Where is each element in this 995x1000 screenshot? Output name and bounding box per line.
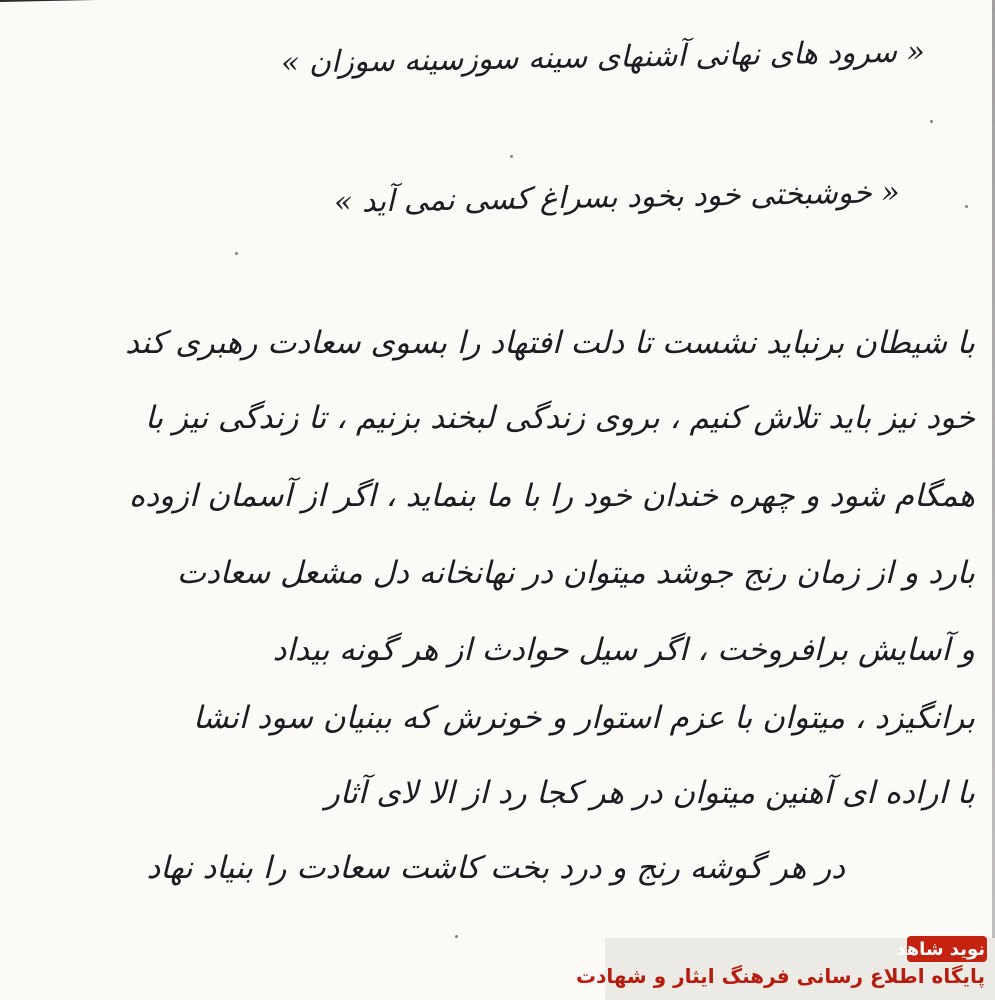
ink-speck [965,205,968,208]
ink-speck [235,252,238,255]
body-line-5: و آسایش برافروخت ، اگر سیل حوادث از هر گونه بیداد [272,632,975,668]
body-line-3: همگام شود و چهره خندان خود را با ما بنماید ، اگر از آسمان ازوده [128,478,975,514]
body-line-8: در هر گوشه رنج و درد بخت کاشت سعادت را بنیاد نهاد [146,850,845,886]
body-line-2: خود نیز باید تلاش کنیم ، بروی زندگی لبخند بزنیم ، تا زندگی نیز با [145,400,975,436]
heading-line-1: « سرود های نهانی آشنهای سینه سوزسینه سوزان » [280,34,926,81]
body-line-1: با شیطان برنباید نشست تا دلت افتهاد را بسوی سعادت رهبری کند [125,325,975,361]
watermark-logo [575,938,995,1000]
logo-brand: نوید شاهد [896,939,985,960]
ink-speck [455,935,458,938]
body-line-7: با اراده ای آهنین میتوان در هر کجا رد از الا لای آثار [324,775,975,811]
body-line-4: بارد و از زمان رنج جوشد میتوان در نهانخانه دل مشعل سعادت [176,555,975,591]
body-line-6: برانگیزد ، میتوان با عزم استوار و خونرش که ببنیان سود انشا [192,700,975,736]
ink-speck [510,155,513,158]
logo-caption: پایگاه اطلاع رسانی فرهنگ ایثار و شهادت [575,964,985,988]
heading-line-2: « خوشبختی خود بخود بسراغ کسی نمی آید » [334,175,901,220]
ink-speck [930,120,933,123]
